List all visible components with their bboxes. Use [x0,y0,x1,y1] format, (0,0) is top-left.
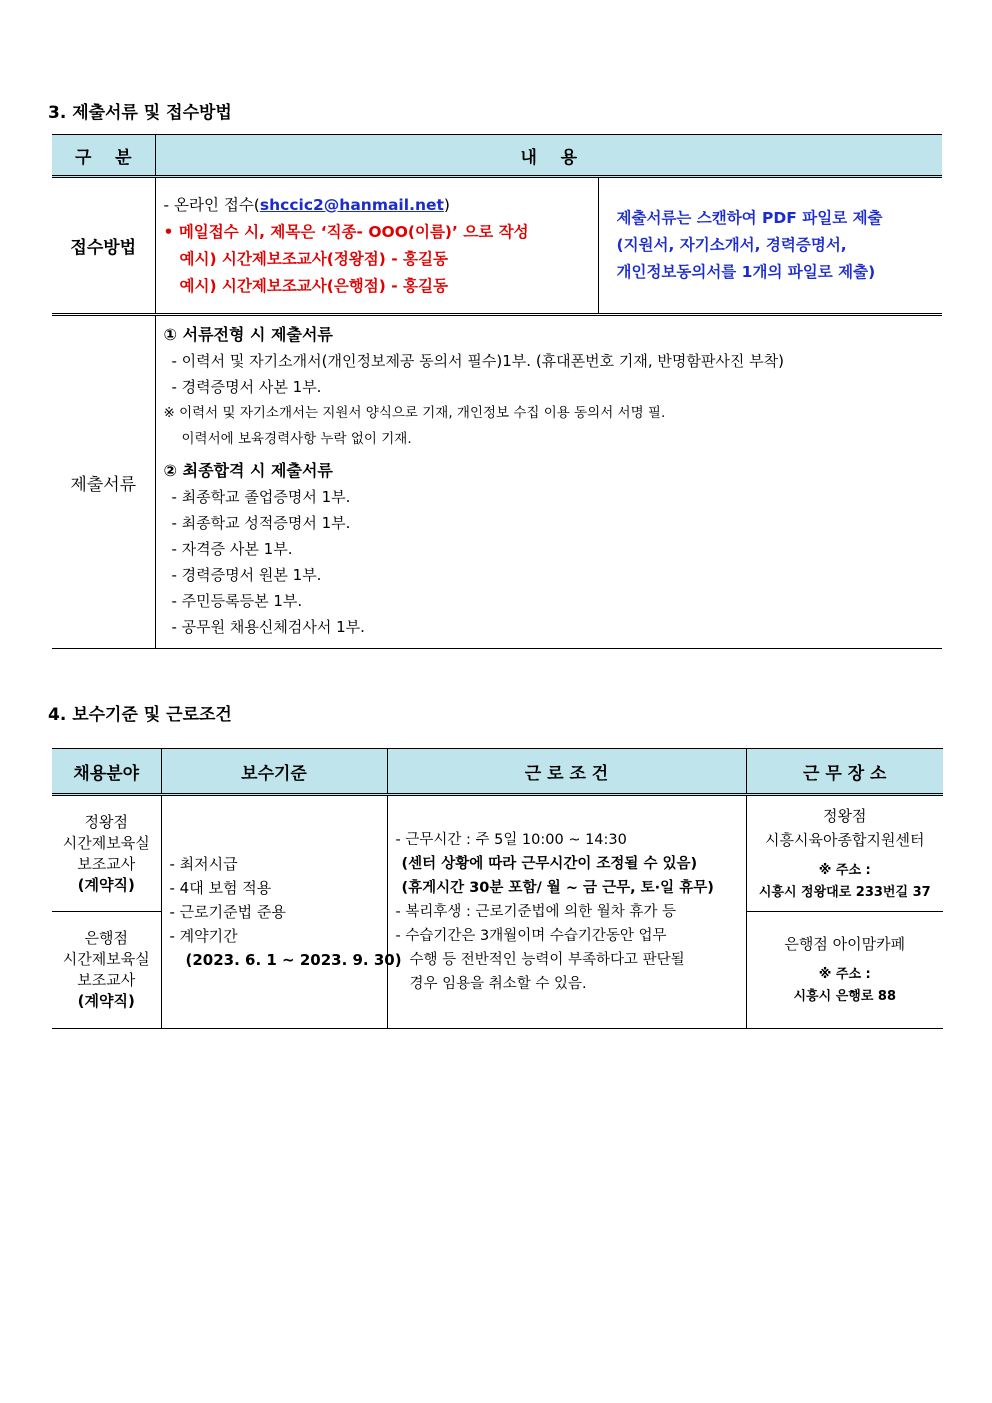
pay-item: - 근로기준법 준용 [169,903,286,921]
header-pay: 보수기준 [161,749,387,795]
receipt-method [155,177,598,315]
contract-period: (2023. 6. 1 ~ 2023. 9. 30) [185,951,402,969]
position-type: (계약직) [77,992,135,1010]
note-line-1: 제출서류는 스캔하여 PDF 파일로 제출 [616,209,883,227]
online-prefix: - 온라인 접수( [163,195,260,214]
position-role: 보조교사 [77,854,136,873]
stage2-item: - 공무원 채용신체검사서 1부. [171,618,365,636]
workplace-name: 은행점 아이맘카페 [784,935,906,953]
workplace-jeongwang [746,795,943,912]
stage2-item: - 경력증명서 원본 1부. [171,566,322,584]
stage2-item: - 최종학교 졸업증명서 1부. [171,488,351,506]
probation-1: - 수습기간은 3개월이며 수습기간동안 업무 [395,928,667,944]
example-2: 예시) 시간제보조교사(은행점) - 홍길동 [179,276,448,295]
work-hours-note-1: (센터 상황에 따라 근무시간이 조정될 수 있음) [401,856,698,872]
header-category: 구 분 [52,135,155,177]
stage2-title: ② 최종합격 시 제출서류 [163,461,333,480]
note-line-3: 개인정보동의서를 1개의 파일로 제출) [616,263,876,281]
probation-2: 수행 등 전반적인 능력이 부족하다고 판단될 [409,952,685,968]
pay-item: - 계약기간 [169,927,238,945]
position-role: 보조교사 [77,971,136,989]
position-name: 시간제보육실 [62,950,150,968]
stage2-item: - 최종학교 성적증명서 1부. [171,514,351,532]
section3-title: 3. 제출서류 및 접수방법 [48,103,232,123]
position-type: (계약직) [77,875,135,894]
pay-item: - 최저시급 [169,855,238,873]
position-name: 시간제보육실 [62,833,150,852]
header-conditions: 근 로 조 건 [387,749,746,795]
receipt-note [598,177,942,315]
subject-rule-line [164,219,598,246]
documents-label: 제출서류 [52,315,155,649]
online-suffix: ) [443,195,450,214]
stage1-item: - 이력서 및 자기소개서(개인정보제공 동의서 필수)1부. (휴대폰번호 기재, 반명함판사진 부착) [171,352,784,370]
example-1: 예시) 시간제보조교사(정왕점) - 홍길동 [179,249,448,268]
pay-conditions-table [52,748,943,1029]
stage1-title: ① 서류전형 시 제출서류 [163,325,333,344]
pay-item: - 4대 보험 적용 [169,879,272,897]
header-workplace: 근 무 장 소 [746,749,943,795]
address-label: ※ 주소 : [818,967,871,982]
workplace-eunhaeng [746,912,943,1029]
position-jeongwang [52,795,161,912]
probation-3: 경우 임용을 취소할 수 있음. [409,976,587,992]
work-hours: - 근무시간 : 주 5일 10:00 ~ 14:30 [395,832,627,848]
note-line-2: (지원서, 자기소개서, 경력증명서, [616,236,847,254]
section4-title: 4. 보수기준 및 근로조건 [48,705,232,725]
stage2-item: - 주민등록등본 1부. [171,592,303,610]
position-branch: 은행점 [84,929,128,947]
pay-table-header [52,749,943,795]
stage1-note-2: 이력서에 보육경력사항 누락 없이 기재. [181,431,412,447]
receipt-row [52,177,942,315]
address-label: ※ 주소 : [818,862,871,878]
position-row-jeongwang [52,795,943,912]
workplace-address: 시흥시 은행로 88 [793,989,896,1004]
header-content: 내 용 [155,135,942,177]
documents-content [155,315,942,649]
stage2-item: - 자격증 사본 1부. [171,540,293,558]
receipt-label: 접수방법 [52,177,155,315]
bullet-icon: • [163,222,174,241]
position-eunhaeng [52,912,161,1029]
submission-table-header [52,135,942,177]
work-conditions [387,795,746,1029]
online-receipt-line [164,192,598,219]
submission-table [52,134,942,649]
workplace-center: 시흥시육아종합지원센터 [765,830,925,849]
workplace-name: 정왕점 [823,806,867,825]
work-hours-note-2: (휴게시간 30분 포함/ 월 ~ 금 근무, 토·일 휴무) [401,880,714,896]
documents-row [52,315,942,649]
stage1-note-1: ※ 이력서 및 자기소개서는 지원서 양식으로 기재, 개인정보 수집 이용 동의서 서명 필. [163,405,666,421]
subject-rule: 메일접수 시, 제목은 ‘직종- OOO(이름)’ 으로 작성 [178,222,529,241]
workplace-address: 시흥시 정왕대로 233번길 37 [758,884,931,900]
position-branch: 정왕점 [84,812,128,831]
header-field: 채용분야 [52,749,161,795]
pay-standard [161,795,402,1029]
email-link[interactable]: shccic2@hanmail.net [259,195,444,214]
welfare: - 복리후생 : 근로기준법에 의한 월차 휴가 등 [395,904,676,920]
stage1-item: - 경력증명서 사본 1부. [171,378,322,396]
